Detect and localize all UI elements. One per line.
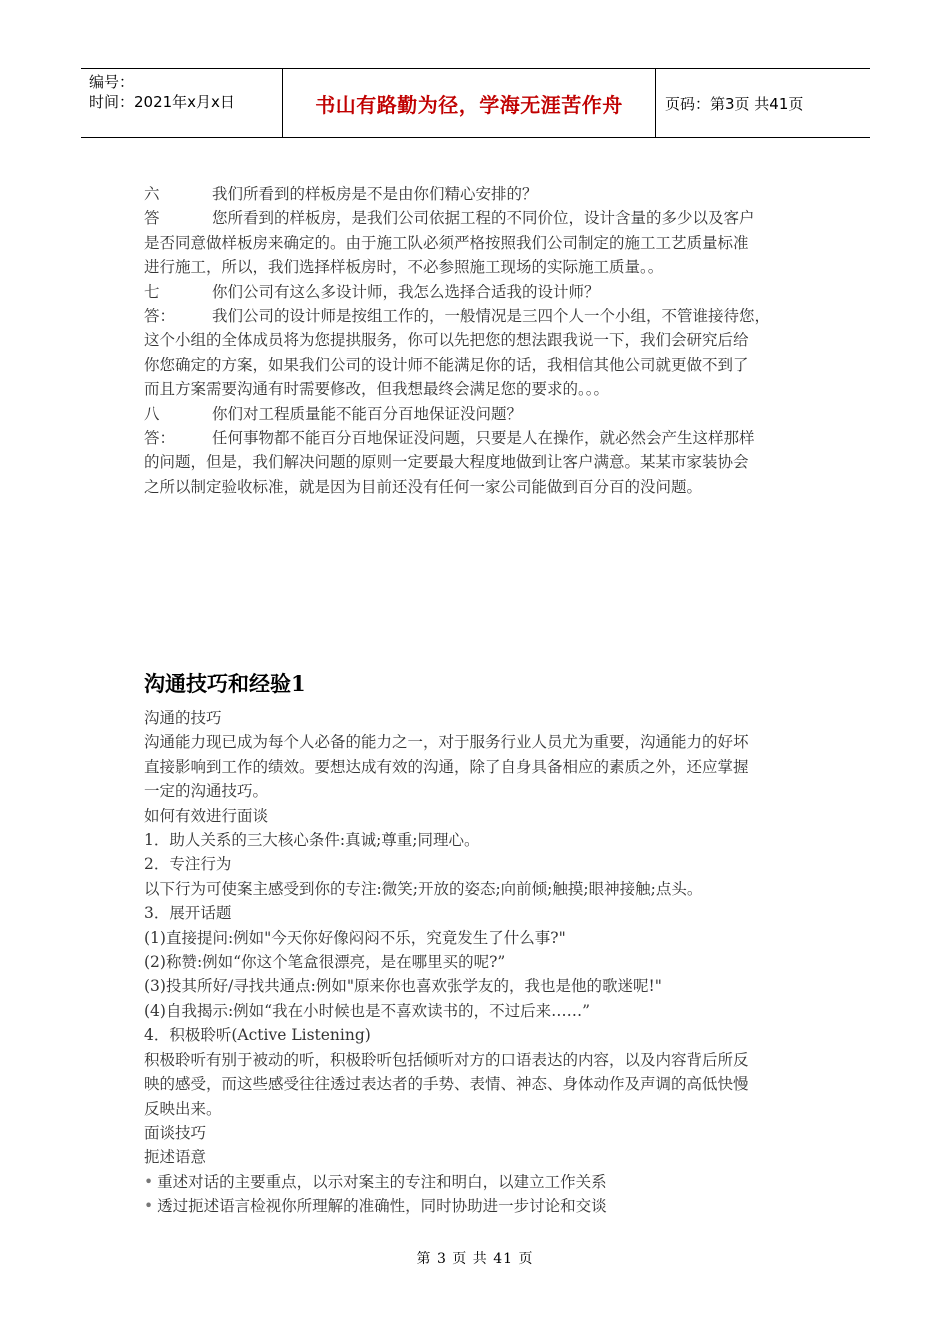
qa-line: 这个小组的全体成员将为您提拱服务，你可以先把您的想法跟我说一下，我们会研究后给 xyxy=(144,331,749,350)
qa-line: 六 我们所看到的样板房是不是由你们精心安排的？ xyxy=(144,185,538,203)
qa-line: 是否同意做样板房来确定的。由于施工队必须严格按照我们公司制定的施工工艺质量标准 xyxy=(144,233,749,252)
communication-section xyxy=(144,668,820,698)
bullet-icon: • xyxy=(144,1172,154,1191)
page-footer: 第 3 页 共 41 页 xyxy=(416,1251,534,1267)
qa-section xyxy=(144,182,820,499)
body-line: (4)自我揭示:例如“我在小时候也是不喜欢读书的，不过后来……” xyxy=(144,1001,591,1020)
page-header xyxy=(81,68,870,138)
body-line: (2)称赞:例如“你这个笔盒很漂亮，是在哪里买的呢?” xyxy=(144,953,506,972)
body-line: 面谈技巧 xyxy=(144,1123,207,1142)
body-line: 一定的沟通技巧。 xyxy=(144,782,269,801)
body-line: 沟通的技巧 xyxy=(144,709,222,727)
body-line: 1．助人关系的三大核心条件:真诚;尊重;同理心。 xyxy=(144,831,480,850)
bullet-item: • 重述对话的主要重点，以示对案主的专注和明白，以建立工作关系 xyxy=(144,1172,607,1191)
qa-line: 而且方案需要沟通有时需要修改，但我想最终会满足您的要求的。。。 xyxy=(144,380,610,399)
qa-line: 的问题，但是，我们解决问题的原则一定要最大程度地做到让客户满意。某某市家装协会 xyxy=(144,453,749,472)
body-line: 3．展开话题 xyxy=(144,904,232,923)
body-line: 如何有效进行面谈 xyxy=(144,806,269,825)
body-line: 积极聆听有别于被动的听，积极聆听包括倾听对方的口语表达的内容，以及内容背后所反 xyxy=(144,1050,749,1069)
body-line: 反映出来。 xyxy=(144,1099,222,1118)
qa-line: 进行施工，所以，我们选择样板房时，不必参照施工现场的实际施工质量。。 xyxy=(144,258,664,277)
bullet-item: • 透过扼述语言检视你所理解的准确性，同时协助进一步讨论和交谈 xyxy=(144,1197,607,1216)
body-line: (1)直接提问:例如"今天你好像闷闷不乐，究竟发生了什么事?" xyxy=(144,928,566,947)
header-motto-cell xyxy=(282,69,656,137)
section-body xyxy=(144,706,820,1219)
body-line: 4．积极聆听(Active Listening) xyxy=(144,1026,371,1045)
qa-line: 答： 我们公司的设计师是按组工作的，一般情况是三四个人一个小组，不管谁接待您， xyxy=(144,307,771,326)
body-line: 扼述语意 xyxy=(144,1148,207,1167)
qa-line: 答 您所看到的样板房，是我们公司依据工程的不同价位，设计含量的多少以及客户 xyxy=(144,209,755,228)
body-line: 以下行为可使案主感受到你的专注:微笑;开放的姿态;向前倾;触摸;眼神接触;点头。 xyxy=(144,879,703,898)
section-title: 沟通技巧和经验1 xyxy=(144,671,306,696)
doc-number-label: 编号： xyxy=(89,73,135,91)
qa-line: 之所以制定验收标准，就是因为目前还没有任何一家公司能做到百分百的没问题。 xyxy=(144,477,703,496)
body-line: 直接影响到工作的绩效。要想达成有效的沟通，除了自身具备相应的素质之外，还应掌握 xyxy=(144,757,749,776)
qa-line: 你您确定的方案，如果我们公司的设计师不能满足你的话，我相信其他公司就更做不到了 xyxy=(144,355,749,374)
header-page-cell xyxy=(655,69,870,137)
qa-line: 八 你们对工程质量能不能百分百地保证没问题？ xyxy=(144,404,523,423)
body-line: (3)投其所好/寻找共通点:例如"原来你也喜欢张学友的，我也是他的歌迷呢!" xyxy=(144,977,662,996)
doc-date: 时间：2021年x月x日 xyxy=(89,93,235,111)
header-meta xyxy=(81,69,281,137)
qa-line: 答： 任何事物都不能百分百地保证没问题，只要是人在操作，就必然会产生这样那样 xyxy=(144,429,755,448)
header-page-info: 页码：第3页 共41页 xyxy=(665,94,804,113)
body-line: 沟通能力现已成为每个人必备的能力之一，对于服务行业人员尤为重要，沟通能力的好坏 xyxy=(144,733,749,752)
body-line: 映的感受，而这些感受往往透过表达者的手势、表情、神态、身体动作及声调的高低快慢 xyxy=(144,1075,749,1094)
header-motto: 书山有路勤为径，学海无涯苦作舟 xyxy=(315,92,623,117)
qa-line: 七 你们公司有这么多设计师，我怎么选择合适我的设计师？ xyxy=(144,282,600,301)
body-line: 2．专注行为 xyxy=(144,855,232,874)
bullet-icon: • xyxy=(144,1197,154,1216)
